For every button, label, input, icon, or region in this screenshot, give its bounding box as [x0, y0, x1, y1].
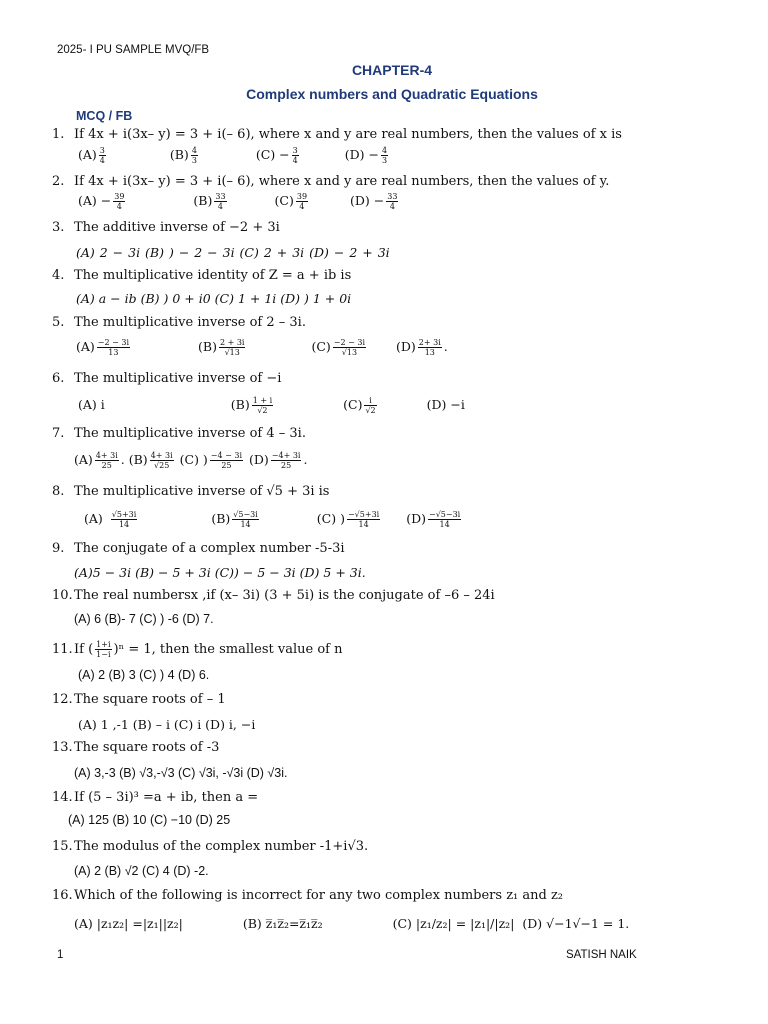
question-16: 16.Which of the following is incorrect for any two complex numbers z₁ and z₂ — [52, 888, 564, 903]
options-2: (A) − $\frac{39}{4}$ (B) $\frac{33}{4}$ (C) $\frac{39}{4}$ (D) − $\frac{33}{4}$ — [78, 192, 398, 211]
options-6: (A) i (B) $\frac{1 + i}{√2}$ (C) $\frac{i}{√2}$ (D) −i — [78, 396, 465, 415]
chapter-title: CHAPTER-4 — [351, 62, 433, 78]
question-8: 8. The multiplicative inverse of √5 + 3i is — [52, 484, 330, 499]
question-11: 11.If ( $\frac{1+i}{1-i}$ )ⁿ = 1, then the smallest value of n — [52, 640, 343, 659]
question-3: 3. The additive inverse of −2 + 3i — [52, 220, 280, 235]
options-15: (A) 2 (B) √2 (C) 4 (D) -2. — [74, 864, 209, 878]
options-7: (A) $\frac{4+ 3i}{25}$ . (B) $\frac{4+ 3i}{√25}$ (C) ) $\frac{-4 - 3i}{25}$ (D) $\frac{-4+ 3i}{25}$ . — [74, 451, 308, 470]
options-3: (A) 2 − 3i (B) ) − 2 − 3i (C) 2 + 3i (D) − 2 + 3i — [76, 245, 390, 260]
question-12: 12.The square roots of – 1 — [52, 692, 226, 707]
page-header: 2025- I PU SAMPLE MVQ/FB — [57, 44, 210, 56]
options-14: (A) 125 (B) 10 (C) −10 (D) 25 — [68, 813, 231, 827]
question-1: 1. If 4x + i(3x– y) = 3 + i(– 6), where x and y are real numbers, then the values of x is — [52, 127, 622, 142]
options-1: (A) $\frac{3}{4}$ (B) $\frac{4}{3}$ (C) − $\frac{3}{4}$ (D) − $\frac{4}{3}$ — [78, 146, 388, 165]
options-8: (A) $\frac{√5+3i}{14}$ (B) $\frac{√5-3i}{14}$ (C) ) $\frac{-√5+3i}{14}$ (D) $\frac{-√5-3i}{14}$ — [84, 510, 461, 529]
author-name: SATISH NAIK — [566, 949, 637, 961]
options-5: (A) $\frac{-2 - 3i}{13}$ (B) $\frac{2 + 3i}{√13}$ (C) $\frac{-2 - 3i}{√13}$ (D) $\frac{2+ 3i}{13}$ . — [76, 338, 448, 357]
page-number: 1 — [57, 949, 64, 961]
options-16: (A) |z₁z₂| =|z₁||z₂| (B) z̅₁z̅₂=z̅₁z̅₂ (C) |z₁/z₂| = |z₁|/|z₂| (D) √−1√−1 = 1. — [74, 916, 630, 931]
question-6: 6. The multiplicative inverse of −i — [52, 371, 282, 386]
chapter-subtitle: Complex numbers and Quadratic Equations — [246, 86, 538, 102]
options-11: (A) 2 (B) 3 (C) ) 4 (D) 6. — [78, 668, 210, 682]
question-2: 2. If 4x + i(3x– y) = 3 + i(– 6), where x and y are real numbers, then the values of y. — [52, 174, 610, 189]
question-15: 15.The modulus of the complex number -1+i√3. — [52, 839, 369, 854]
question-4: 4. The multiplicative identity of Z = a + ib is — [52, 268, 352, 283]
options-10: (A) 6 (B)- 7 (C) ) -6 (D) 7. — [74, 612, 214, 626]
question-14: 14.If (5 – 3i)³ =a + ib, then a = — [52, 790, 259, 805]
options-4: (A) a − ib (B) ) 0 + i0 (C) 1 + 1i (D) ) 1 + 0i — [76, 291, 352, 306]
options-13: (A) 3,-3 (B) √3,-√3 (C) √3i, -√3i (D) √3i. — [74, 766, 288, 780]
question-13: 13.The square roots of -3 — [52, 740, 220, 755]
question-10: 10.The real numbersx ,if (x– 3i) (3 + 5i) is the conjugate of –6 – 24i — [52, 588, 495, 603]
options-9: (A)5 − 3i (B) − 5 + 3i (C)) − 5 − 3i (D) 5 + 3i. — [74, 565, 366, 580]
options-12: (A) 1 ,-1 (B) – i (C) i (D) i, −i — [78, 717, 256, 732]
section-label: MCQ / FB — [76, 109, 133, 123]
question-7: 7. The multiplicative inverse of 4 – 3i. — [52, 426, 306, 441]
question-5: 5. The multiplicative inverse of 2 – 3i. — [52, 315, 306, 330]
question-9: 9. The conjugate of a complex number -5-3i — [52, 541, 345, 556]
